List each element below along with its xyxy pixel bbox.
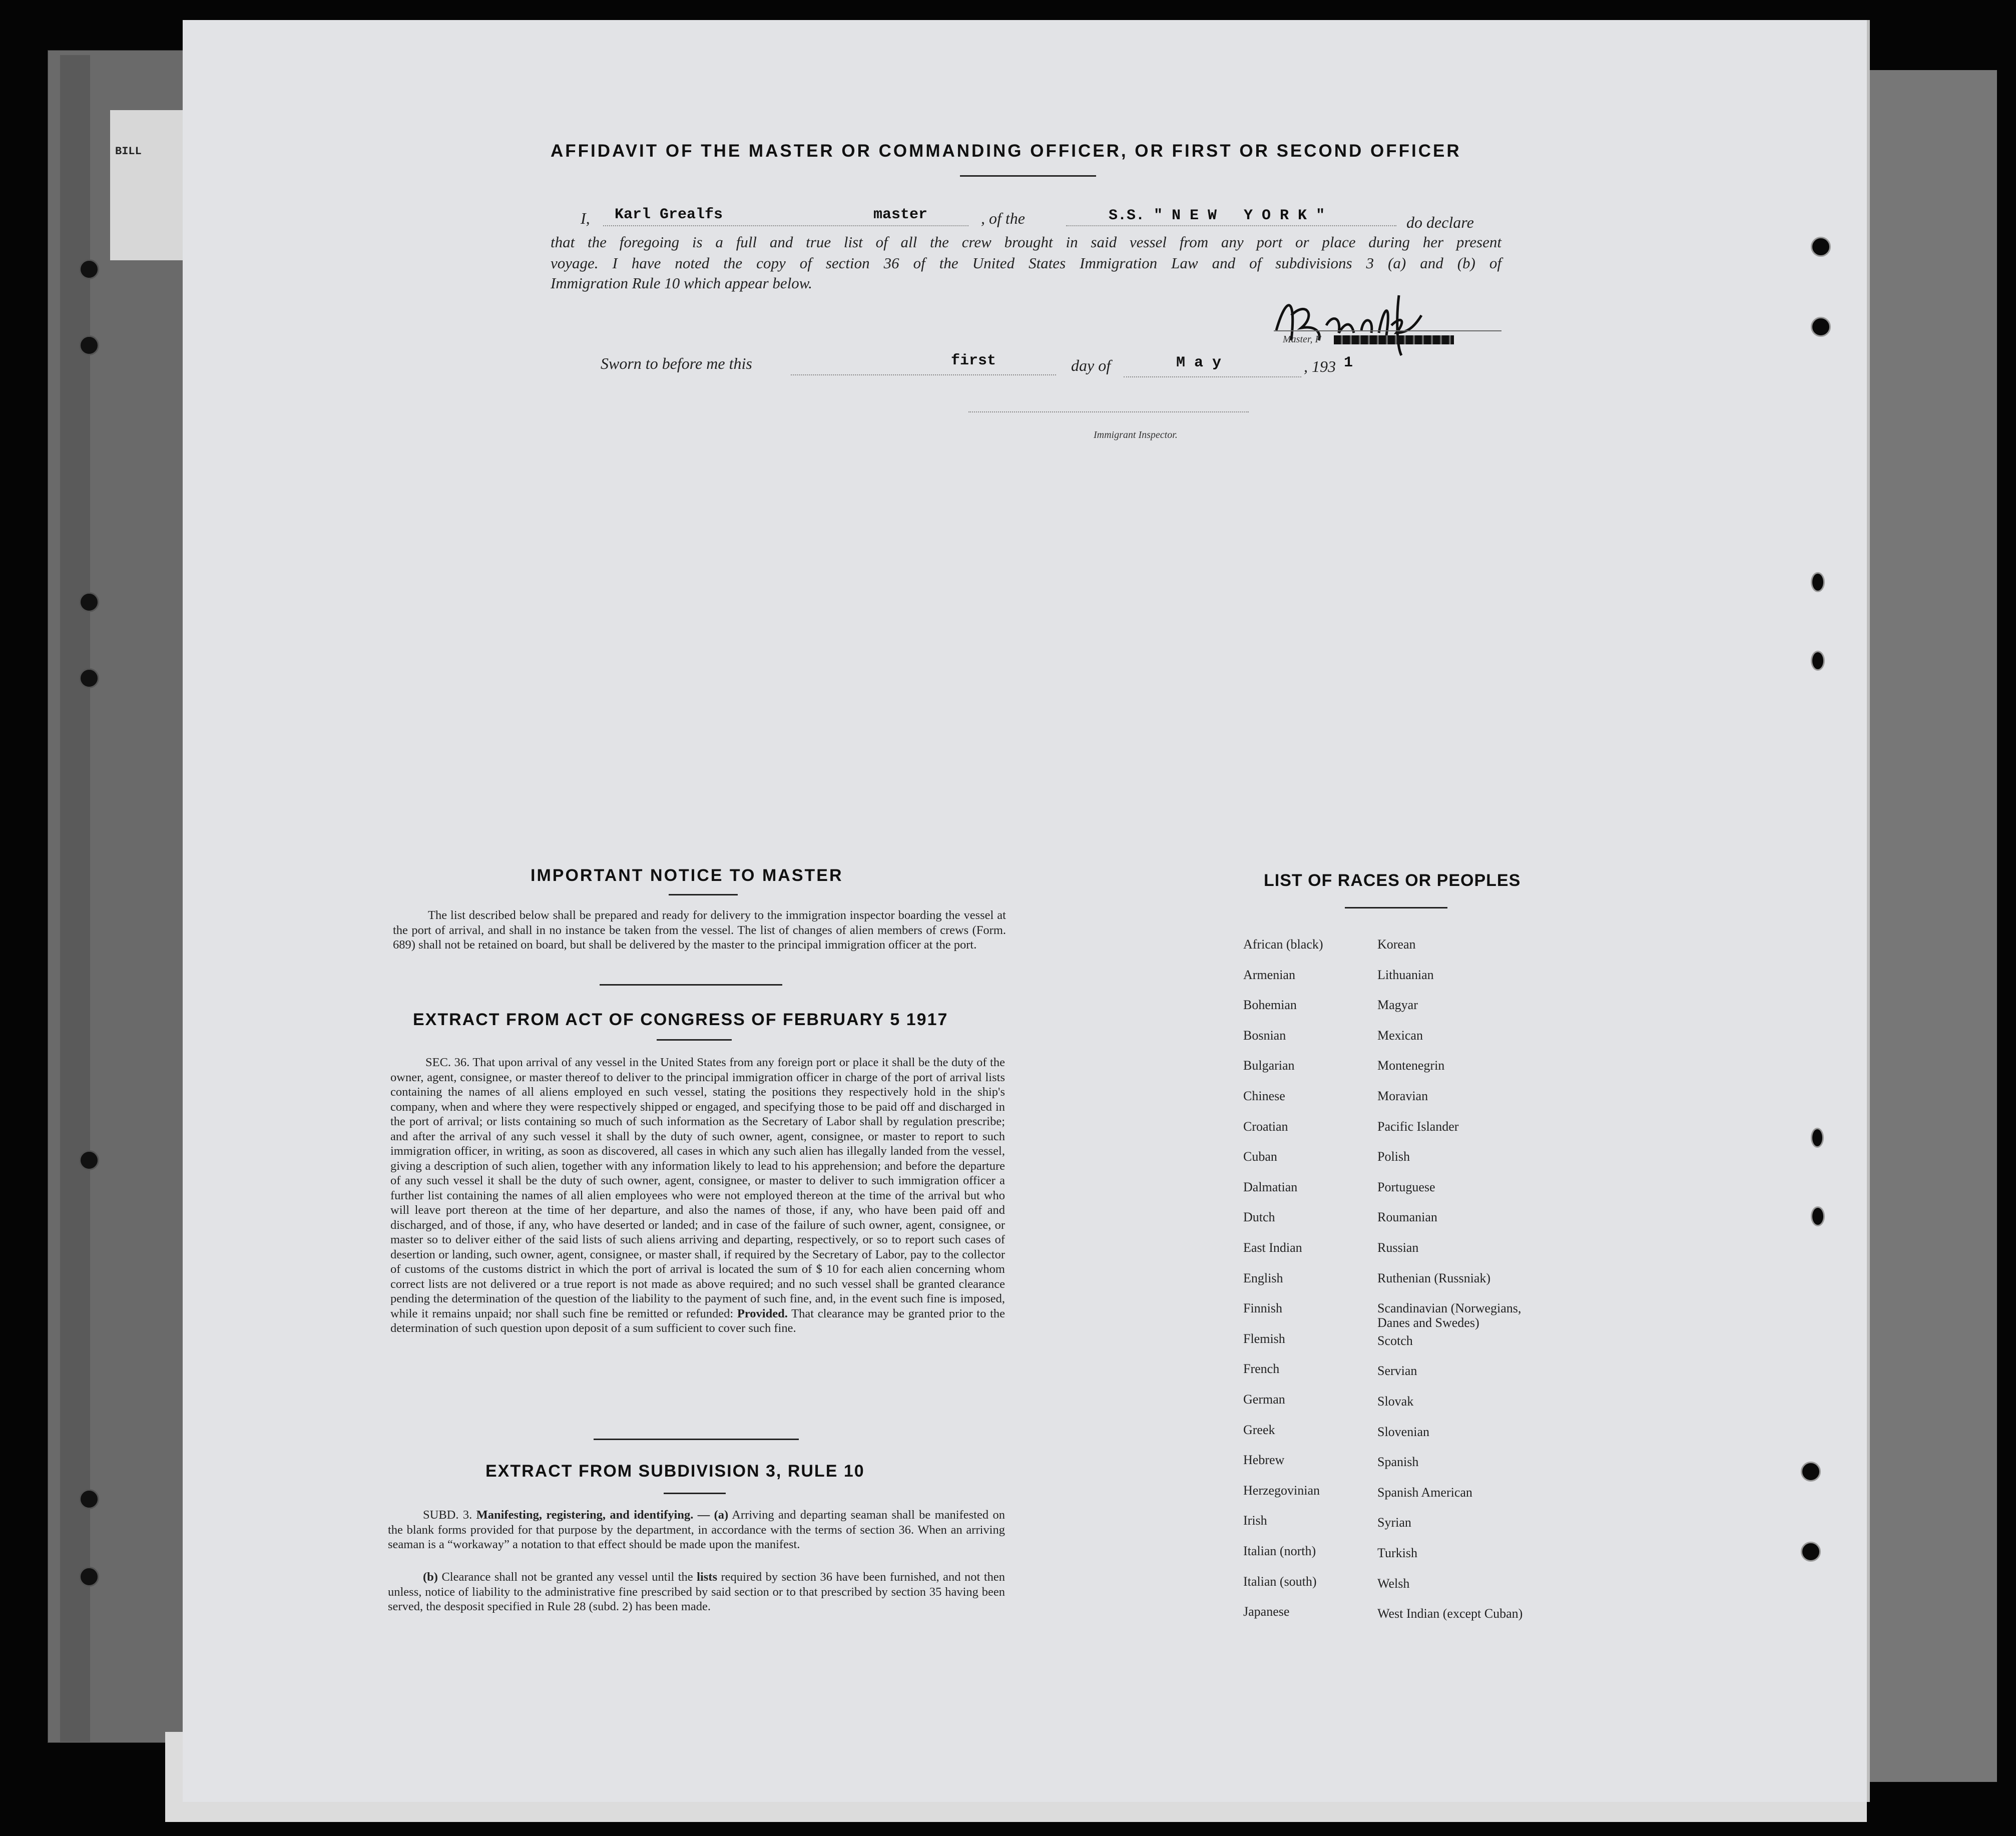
notice-title: IMPORTANT NOTICE TO MASTER	[531, 866, 843, 885]
race-item: East Indian	[1243, 1240, 1302, 1255]
race-item: Mexican	[1377, 1028, 1423, 1043]
race-item: Armenian	[1243, 967, 1295, 982]
race-item: Scandinavian (Norwegians,	[1377, 1301, 1522, 1316]
races-continuation: Danes and Swedes)	[1377, 1315, 1479, 1330]
subd-b-lists: lists	[697, 1570, 717, 1584]
sworn-prefix: Sworn to before me this	[601, 354, 752, 372]
binder-ring	[79, 335, 99, 355]
binder-strip	[60, 55, 90, 1742]
race-item: Dutch	[1243, 1210, 1275, 1225]
extract-act-rule	[657, 1039, 732, 1041]
race-item: Syrian	[1377, 1515, 1411, 1530]
inspector-signature-line	[968, 411, 1249, 412]
punch-hole	[1811, 1128, 1824, 1148]
affidavit-pronoun: I,	[581, 209, 590, 227]
affidavit-title: AFFIDAVIT OF THE MASTER OR COMMANDING OFFICER, OR FIRST OR SECOND OFFICER	[551, 141, 1461, 161]
signature-line	[1274, 330, 1501, 331]
race-item: Greek	[1243, 1422, 1275, 1437]
subd-label: SUBD. 3.	[423, 1508, 472, 1522]
race-item: English	[1243, 1270, 1283, 1285]
sworn-day: first	[951, 352, 996, 369]
race-item: Croatian	[1243, 1119, 1288, 1134]
fill-line	[791, 374, 1056, 375]
race-item: Ruthenian (Russniak)	[1377, 1270, 1491, 1285]
subd-a-label: (a)	[714, 1508, 729, 1522]
race-item: Italian (north)	[1243, 1544, 1316, 1558]
punch-hole	[1801, 1542, 1821, 1562]
affidavit-line-4: Immigration Rule 10 which appear below.	[551, 274, 812, 292]
master-rank: master	[873, 206, 928, 223]
notice-text: The list described below shall be prepared and ready for delivery to the immigration inspector boarding the vessel at the port of arrival, and shall in no instance be taken from the vessel. The list of changes of alien members of crews (Form. 689) shall not be retained on board, but shall be delivered by the master to the principal immigration officer at the port.	[393, 908, 1006, 952]
notice-rule	[669, 894, 738, 895]
race-item: Chinese	[1243, 1089, 1285, 1103]
provided-label: Provided.	[737, 1306, 788, 1320]
binder-ring	[79, 1489, 99, 1509]
extract-act-title: EXTRACT FROM ACT OF CONGRESS OF FEBRUARY 5 1917	[413, 1010, 948, 1029]
race-item: Montenegrin	[1377, 1058, 1445, 1073]
day-of-text: day of	[1071, 356, 1111, 374]
race-item: Spanish American	[1377, 1485, 1472, 1500]
binder-ring	[79, 668, 99, 688]
master-name: Karl Grealfs	[615, 206, 723, 223]
race-item: Russian	[1377, 1240, 1419, 1255]
subd-b-label: (b)	[423, 1570, 438, 1584]
race-item: Japanese	[1243, 1604, 1290, 1619]
do-declare-text: do declare	[1406, 213, 1474, 231]
race-item: Flemish	[1243, 1331, 1285, 1346]
binder-card	[110, 110, 190, 260]
binder-card-text: BILL	[115, 145, 142, 158]
extract-rule-rule	[664, 1493, 726, 1494]
races-rule	[1345, 907, 1447, 908]
title-rule	[960, 175, 1096, 177]
race-item: Herzegovinian	[1243, 1483, 1320, 1498]
subd-b-text-1: Clearance shall not be granted any vessel until the	[441, 1570, 693, 1584]
race-item: Cuban	[1243, 1149, 1277, 1164]
section-36-text	[390, 1055, 1005, 1336]
subd-b-text-2: required by section 36 have been furnished, and not then unless, notice of liability to the administrative fine prescribed by said section or to that prescribed by section 35 having been served, the desposit specified in Rule 28 (subd. 2) has been made.	[388, 1570, 1005, 1613]
inspector-label: Immigrant Inspector.	[1094, 429, 1178, 440]
punch-hole	[1811, 317, 1831, 337]
race-item: Lithuanian	[1377, 967, 1434, 982]
race-item: West Indian (except Cuban)	[1377, 1606, 1523, 1621]
race-item: Korean	[1377, 937, 1416, 952]
race-item: Portuguese	[1377, 1179, 1435, 1194]
race-item: Moravian	[1377, 1089, 1428, 1103]
rule-10-subd-a	[388, 1508, 1005, 1552]
punch-hole	[1811, 1206, 1825, 1226]
punch-hole	[1811, 651, 1825, 671]
race-item: Turkish	[1377, 1546, 1417, 1560]
punch-hole	[1801, 1462, 1821, 1482]
sworn-month: M a y	[1176, 354, 1222, 371]
subd-a-text: Arriving and departing seaman shall be manifested on the blank forms provided for that purpose by the department, in accordance with the terms of section 36. When an arriving seaman is a “workaway” a notation to that effect should be made upon the manifest.	[388, 1508, 1005, 1551]
race-item: Bosnian	[1243, 1028, 1286, 1043]
binder-ring	[79, 592, 99, 612]
race-item: Slovenian	[1377, 1424, 1429, 1439]
year-digit: 1	[1344, 354, 1353, 371]
punch-hole	[1811, 572, 1825, 592]
rule-10-subd-b	[388, 1570, 1005, 1614]
fill-line	[1124, 376, 1301, 377]
race-item: Dalmatian	[1243, 1179, 1298, 1194]
races-title: LIST OF RACES OR PEOPLES	[1264, 871, 1521, 890]
race-item: Italian (south)	[1243, 1574, 1317, 1589]
binder-ring	[79, 1567, 99, 1587]
signature-label: Master, F	[1283, 334, 1321, 345]
race-item: Irish	[1243, 1513, 1267, 1528]
race-item: Spanish	[1377, 1455, 1419, 1470]
race-item: Servian	[1377, 1363, 1417, 1379]
fill-line	[603, 225, 968, 226]
race-item: French	[1243, 1361, 1280, 1376]
race-item: German	[1243, 1392, 1285, 1407]
race-item: Magyar	[1377, 998, 1418, 1013]
of-the-text: , of the	[981, 209, 1025, 227]
race-item: Scotch	[1377, 1333, 1413, 1348]
race-item: Hebrew	[1243, 1453, 1285, 1468]
binder-ring	[79, 259, 99, 279]
race-item: Bulgarian	[1243, 1058, 1295, 1073]
race-item: African (black)	[1243, 937, 1323, 952]
race-item: Slovak	[1377, 1394, 1414, 1409]
punch-hole	[1811, 237, 1831, 257]
subd-heading: Manifesting, registering, and identifying. —	[476, 1508, 710, 1522]
section-36-body: SEC. 36. That upon arrival of any vessel in the United States from any foreign port or place it shall be the duty of the owner, agent, consignee, or master thereof to deliver to the principal immigration officer in charge of the port of arrival lists containing the names of all aliens employed en such vessel, stating the positions they respectively hold in the ship's company, when and where they were respectively shipped or engaged, and specifying those to be paid off and discharged in the port of arrival; or lists containing so much of such information as the Secretary of Labor shall by regulation prescribe; and after the arrival of any such vessel it shall by the duty of such owner, agent, consignee, or master to report to such immigration officer, in writing, as soon as discovered, all cases in which any such alien has illegally landed from the vessel, giving a description of such alien, together with any information likely to lead to his apprehension; and before the departure of any such vessel it shall be the duty of such owner, agent, consignee, or master to deliver to such immigration officer a further list containing the names of all alien employees who were not employed thereon at the time of the arrival but who will leave port thereon at the time of her departure, and also the names of those, if any, who have been paid off and discharged, and of those, if any, who have deserted or landed; and in case of the failure of such owner, agent, consignee, or master so to deliver either of the said lists of such aliens arriving and departing, respectively, or so to report such cases of desertion or landing, such owner, agent, consignee, or master shall, if required by the Secretary of Labor, pay to the collector of customs of the customs district in which the port of arrival is located the sum of $ 10 for each alien concerning whom correct lists are not delivered or a true report is not made as above required; and no such vessel shall be granted clearance pending the determination of the question of the liability to the payment of such fine, and, in the event such fine is imposed, while it remains unpaid; nor shall such fine be remitted or refunded:	[390, 1056, 1005, 1320]
binder-right	[1852, 70, 1997, 1782]
race-item: Welsh	[1377, 1576, 1410, 1591]
race-item: Roumanian	[1377, 1210, 1437, 1225]
section-36-end: That clearance may be granted prior to the determination of such question upon deposit of a sum sufficient to cover such fine.	[390, 1306, 1005, 1335]
year-prefix: , 193	[1304, 357, 1336, 375]
notice-end-rule	[600, 984, 782, 986]
master-signature	[1271, 285, 1461, 360]
race-item: Bohemian	[1243, 998, 1297, 1013]
race-item: Finnish	[1243, 1301, 1283, 1316]
extract-rule-title: EXTRACT FROM SUBDIVISION 3, RULE 10	[485, 1462, 865, 1481]
extract-act-end-rule	[594, 1439, 799, 1440]
struck-out-text	[1334, 335, 1454, 344]
race-item: Pacific Islander	[1377, 1119, 1459, 1134]
affidavit-line-2: that the foregoing is a full and true list of all the crew brought in said vessel from any port or place during her present	[551, 233, 1501, 251]
vessel-name: S.S. " N E W Y O R K "	[1109, 207, 1325, 224]
fill-line	[1066, 225, 1396, 226]
affidavit-line-3: voyage. I have noted the copy of section 36 of the United States Immigration Law and of subdivisions 3 (a) and (b) of	[551, 254, 1501, 272]
race-item: Polish	[1377, 1149, 1410, 1164]
binder-ring	[79, 1150, 99, 1170]
